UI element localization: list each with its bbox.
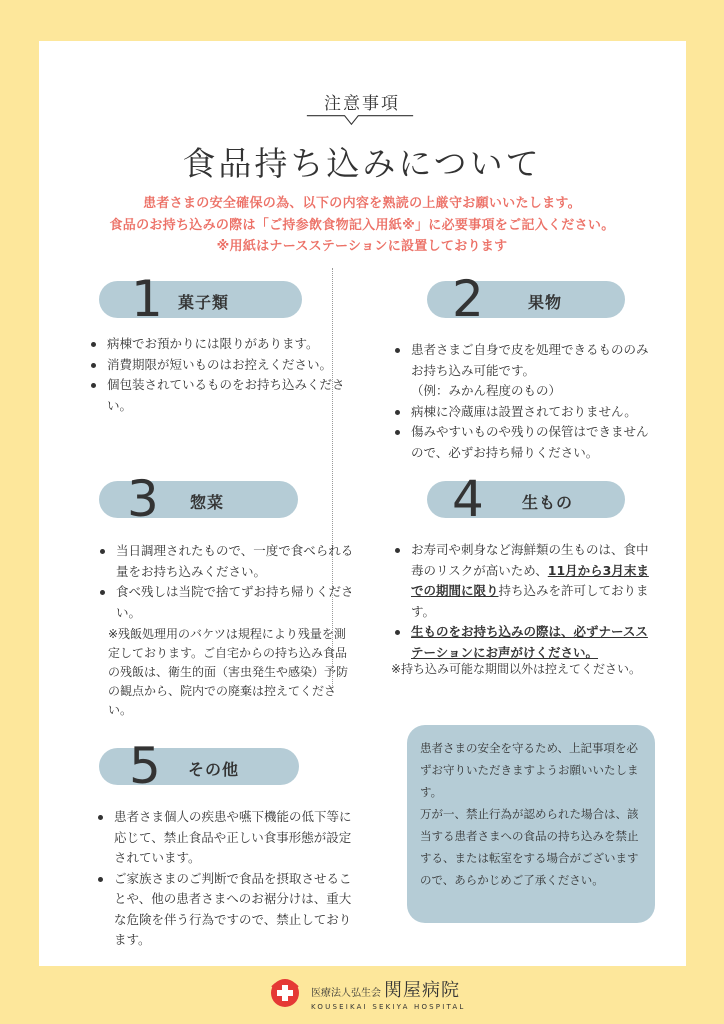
section-1-number: 1 xyxy=(131,270,163,328)
section-4-label: 生もの xyxy=(522,493,574,512)
section-2-list xyxy=(389,340,657,463)
list-item-text: 個包装されているものをお持ち込みくださ い。 xyxy=(107,377,345,413)
section-5-list xyxy=(92,807,362,951)
notice-label: 注意事項 xyxy=(324,94,400,114)
list-item: 食べ残しは当院で捨てずお持ち帰りください。 xyxy=(94,582,362,623)
list-item xyxy=(85,375,365,416)
hospital-name-en: KOUSEIKAI SEKIYA HOSPITAL xyxy=(311,1003,466,1011)
hospital-corp: 医療法人弘生会 xyxy=(311,988,381,999)
section-3-label: 惣菜 xyxy=(190,493,225,512)
section-4-number: 4 xyxy=(452,470,484,528)
list-item-text: 持ち込みを許可しております。 xyxy=(411,583,649,619)
list-item: 傷みやすいものや残りの保管はできませんので、必ずお持ち帰りください。 xyxy=(389,422,657,463)
intro-line-2: 食品のお持ち込みの際は「ご持参飲食物記入用紙※」に必要事項をご記入ください。 xyxy=(109,218,615,233)
hospital-name: 関屋病院 xyxy=(384,980,460,1001)
section-2-label: 果物 xyxy=(528,293,563,312)
list-item: 患者さま個人の疾患や嚥下機能の低下等に応じて、禁止食品や正しい食事形態が設定されています。 xyxy=(92,807,362,869)
section-4-note: ※持ち込み可能な期間以外は控えてください。 xyxy=(391,662,642,676)
info-box-text xyxy=(420,737,648,891)
info-para-2: 万が一、禁止行為が認められた場合は、該当する患者さまへの食品の持ち込みを禁止する、または転室をする場合がございますので、あらかじめご了承ください。 xyxy=(420,807,639,887)
list-item xyxy=(389,622,655,663)
hospital-logo-icon xyxy=(265,972,305,1012)
speech-underline xyxy=(298,114,422,126)
list-item xyxy=(389,540,655,622)
section-1-list xyxy=(85,334,365,416)
nurse-station-highlight: 生ものをお持ち込みの際は、必ずナースステーションにお声がけください。 xyxy=(411,624,648,660)
section-5-label: その他 xyxy=(188,760,240,779)
info-para-1: 患者さまの安全を守るため、上記事項を必ずお守りいただきますようお願いいたします。 xyxy=(420,741,639,799)
list-item: 消費期限が短いものはお控えください。 xyxy=(85,355,365,376)
section-2-number: 2 xyxy=(452,270,484,328)
list-item: 病棟に冷蔵庫は設置されておりません。 xyxy=(389,402,657,423)
column-divider xyxy=(332,268,333,686)
section-5-number: 5 xyxy=(129,737,161,795)
intro-line-1: 患者さまの安全確保の為、以下の内容を熟読の上厳守お願いいたします。 xyxy=(143,196,581,211)
section-3-list xyxy=(94,541,362,623)
list-item: 当日調理されたもので、一度で食べられる量をお持ち込みください。 xyxy=(94,541,362,582)
list-item: 患者さまご自身で皮を処理できるもののみお持ち込み可能です。 （例：みかん程度のもの） xyxy=(389,340,657,402)
list-item: ご家族さまのご判断で食品を摂取させることや、他の患者さまへのお裾分けは、重大な危険を伴う行為ですので、禁止しております。 xyxy=(92,869,362,951)
list-item: 病棟でお預かりには限りがあります。 xyxy=(85,334,365,355)
list-item-text: お寿司や刺身など海鮮類の生ものは、食中毒のリスクが高いため、 xyxy=(411,542,649,578)
page-title: 食品持ち込みについて xyxy=(182,144,542,183)
section-3-note: ※残飯処理用のバケツは規程により残量を測定しております。ご自宅からの持ち込み食品の残飯は、衛生的面（害虫発生や感染）予防の観点から、院内での廃棄は控えてください。 xyxy=(108,627,349,717)
section-1-label: 菓子類 xyxy=(178,293,230,312)
period-highlight: 11月から3月末までの期間に限り xyxy=(411,562,649,598)
section-4-list xyxy=(389,540,655,663)
intro-line-3: ※用紙はナースステーションに設置しております xyxy=(216,239,508,254)
section-3-number: 3 xyxy=(127,470,159,528)
